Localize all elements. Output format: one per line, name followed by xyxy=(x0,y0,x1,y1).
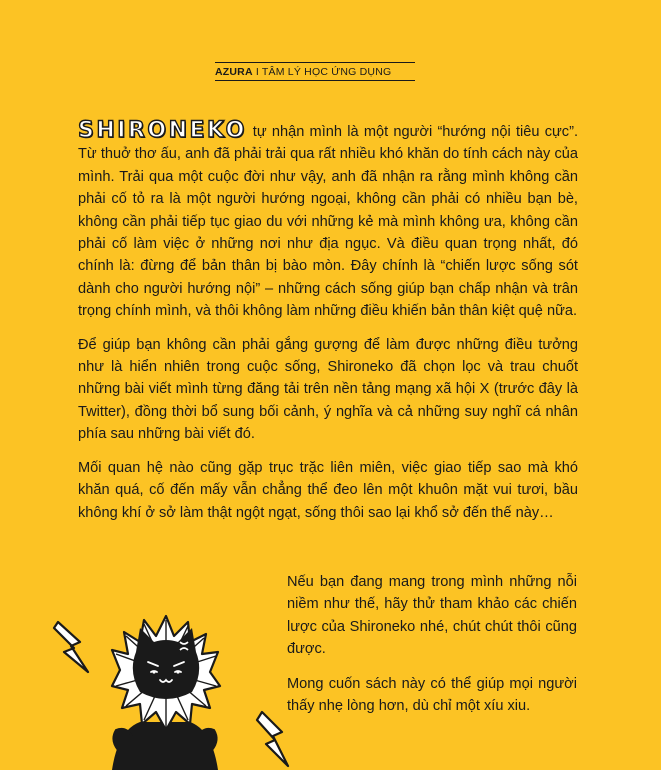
lightning-bolt-icon xyxy=(257,712,288,766)
intro-text xyxy=(78,120,578,535)
paragraph-2: Để giúp bạn không cần phải gắng gượng để làm được những điều tưởng như là hiển nhiên trong cuộc sống, Shironeko đã chọn lọc và trau chuốt những bài viết mình từng đăng tải trên nền tảng mạng xã hội X (trước đây là Twitter), đồng thời bổ sung bối cảnh, ý nghĩa và cả những suy nghĩ cá nhân phía sau những bài viết đó. xyxy=(78,336,578,443)
header-brand: AZURA xyxy=(215,66,253,78)
header-section: TÂM LÝ HỌC ỨNG DỤNG xyxy=(261,66,392,78)
paragraph-4: Nếu bạn đang mang trong mình những nỗi niềm như thế, hãy thử tham khảo các chiến lược của Shironeko nhé, chút chút thôi cũng được. xyxy=(287,574,577,658)
cat-illustration xyxy=(40,580,290,770)
paragraph-3: Mối quan hệ nào cũng gặp trục trặc liên miên, việc giao tiếp sao mà khó khăn quá, cố đến mấy vẫn chẳng thể đeo lên một khuôn mặt vui tươi, bầu không khí ở sở làm thật ngột ngạt, sống thôi sao lại khổ sở đến thế này… xyxy=(78,459,578,521)
paragraph-1-text: tự nhận mình là một người “hướng nội tiêu cực”. Từ thuở thơ ấu, anh đã phải trải qua rất nhiều khó khăn do tính cách này của mình. Trải qua một cuộc đời như vậy, anh đã nhận ra rằng mình không cần phải cố tỏ ra là một người hướng ngoại, không cần phải có nhiều bạn bè, không cần phải tiếp tục giao du với những kẻ mà mình không ưa, không cần phải cố làm việc ở những nơi như địa ngục. Và điều quan trọng nhất, đó chính là: đừng để bản thân bị bào mòn. Đây chính là “chiến lược sống sót dành cho người hướng nội” – những cách sống giúp bạn chấp nhận và trân trọng chính mình, và thôi không làm những điều khiến bản thân kiệt quệ nữa. xyxy=(78,124,578,320)
paragraph-1 xyxy=(78,120,578,323)
cat-icon xyxy=(112,616,220,770)
header-separator: I xyxy=(252,66,262,78)
lightning-bolt-icon xyxy=(54,622,88,672)
author-name-display: SHIRONEKO xyxy=(78,118,247,143)
closing-text xyxy=(287,571,577,729)
book-header xyxy=(215,62,415,81)
paragraph-5: Mong cuốn sách này có thể giúp mọi người thấy nhẹ lòng hơn, dù chỉ một xíu xiu. xyxy=(287,675,577,715)
